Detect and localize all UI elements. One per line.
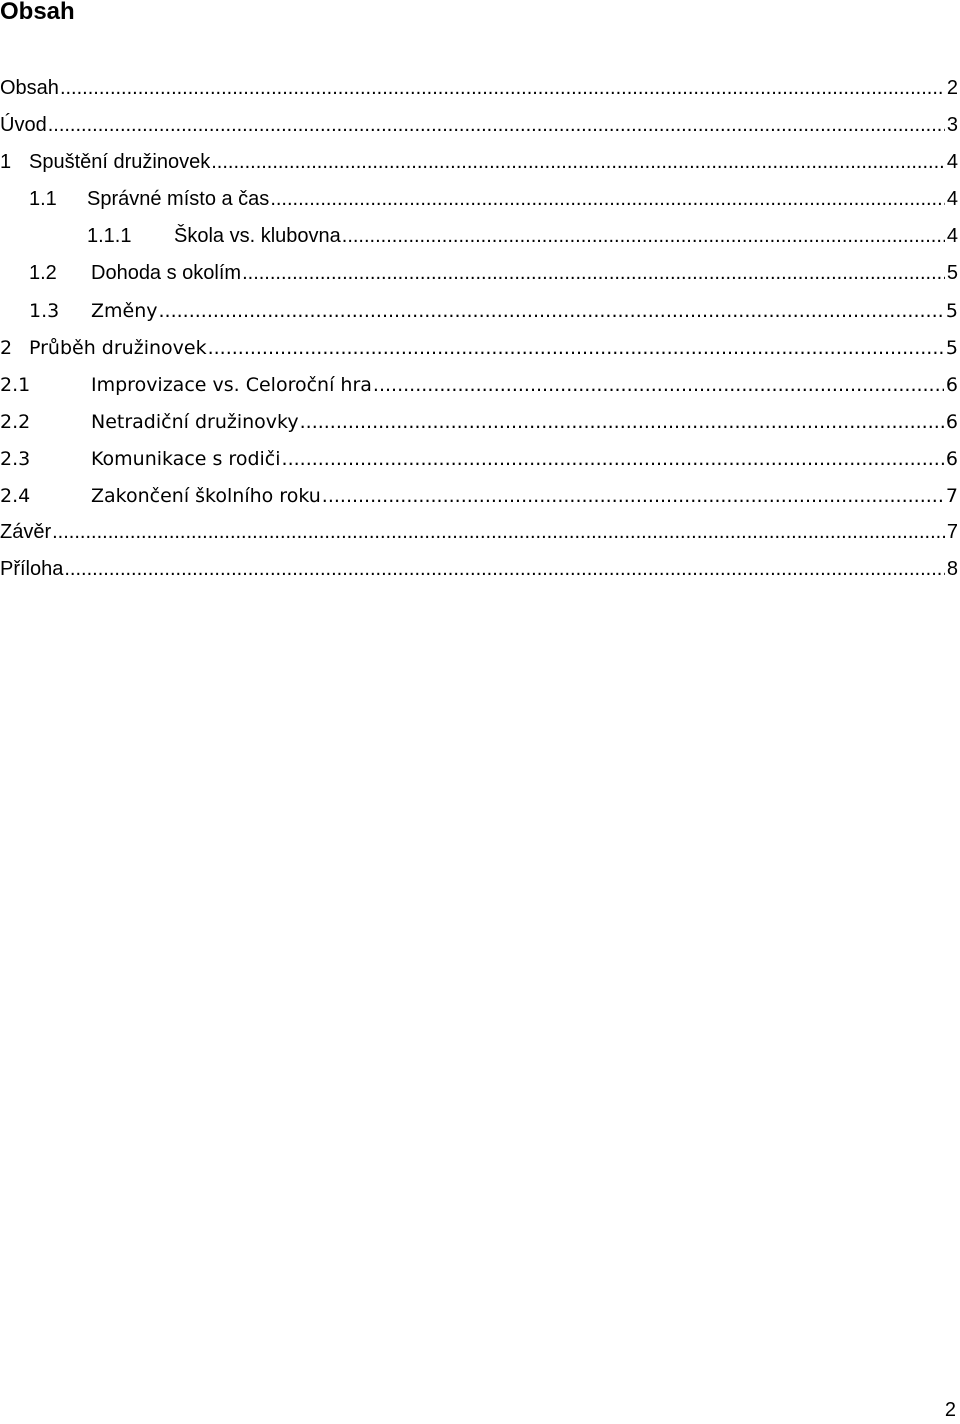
toc-entry-title: Improvizace vs. Celoroční hra: [91, 373, 372, 396]
toc-entry-title: Příloha: [0, 558, 64, 580]
toc-entry-number: 1.3: [29, 299, 60, 322]
toc-entry-number: 1.1: [29, 188, 57, 210]
toc-dot-leader: [208, 337, 944, 359]
toc-entry-page: 5: [946, 262, 958, 284]
page-title: Obsah: [0, 0, 75, 25]
toc-dot-leader: [48, 114, 945, 137]
toc-entry-number: 1: [0, 151, 12, 173]
toc-entry-title: Škola vs. klubovna: [174, 225, 341, 247]
toc-entry-page: 4: [946, 225, 958, 247]
toc-entry-number: 2.4: [0, 484, 31, 507]
toc-entry-page: 6: [945, 410, 958, 433]
toc-dot-leader: [242, 262, 945, 285]
toc-entry[interactable]: [0, 551, 958, 588]
toc-entry-page: 2: [946, 77, 958, 99]
toc-entry[interactable]: [0, 514, 958, 551]
toc-entry-page: 8: [946, 558, 958, 580]
toc-entry-number: 2.2: [0, 410, 31, 433]
toc-entry-number: 1.1.1: [87, 225, 132, 247]
toc-entry-page: 4: [946, 188, 958, 210]
toc-entry-page: 6: [945, 373, 958, 396]
toc-entry[interactable]: [0, 144, 958, 181]
toc-entry[interactable]: [0, 329, 958, 366]
toc-dot-leader: [342, 225, 945, 248]
toc-dot-leader: [211, 151, 945, 174]
toc-entry-title: Dohoda s okolím: [91, 262, 242, 284]
toc-entry-title: Úvod: [0, 114, 47, 136]
toc-dot-leader: [64, 558, 945, 581]
toc-entry[interactable]: [0, 366, 958, 403]
toc-entry-page: 5: [945, 299, 958, 322]
toc-dot-leader: [282, 448, 944, 470]
toc-entry-title: Zakončení školního roku: [91, 484, 321, 507]
toc-dot-leader: [373, 374, 944, 396]
toc-entry[interactable]: [0, 440, 958, 477]
toc-entry[interactable]: [0, 292, 958, 329]
toc-entry-title: Změny: [91, 299, 158, 322]
toc-dot-leader: [300, 411, 944, 433]
toc-entry-number: 2.1: [0, 373, 31, 396]
toc-entry-title: Závěr: [0, 521, 52, 543]
toc-entry[interactable]: [0, 70, 958, 107]
toc-entry-page: 7: [945, 484, 958, 507]
toc-entry-title: Správné místo a čas: [87, 188, 270, 210]
toc-entry-number: 2.3: [0, 447, 31, 470]
toc-entry-page: 4: [946, 151, 958, 173]
toc-dot-leader: [60, 77, 945, 100]
toc-entry-page: 3: [946, 114, 958, 136]
toc-entry-page: 6: [945, 447, 958, 470]
toc-entry-number: 2: [0, 336, 13, 359]
toc-entry-title: Průběh družinovek: [29, 336, 207, 359]
toc-entry[interactable]: [0, 107, 958, 144]
toc-dot-leader: [270, 188, 945, 211]
toc-entry-page: 5: [945, 336, 958, 359]
toc-entry-title: Obsah: [0, 77, 59, 99]
toc-entry[interactable]: [0, 403, 958, 440]
toc-entry-title: Netradiční družinovky: [91, 410, 299, 433]
toc-entry[interactable]: [0, 255, 958, 292]
toc-entry[interactable]: [0, 477, 958, 514]
table-of-contents: [0, 70, 958, 588]
toc-entry[interactable]: [0, 181, 958, 218]
toc-entry[interactable]: [0, 218, 958, 255]
toc-entry-number: 1.2: [29, 262, 57, 284]
toc-entry-title: Spuštění družinovek: [29, 151, 211, 173]
toc-dot-leader: [52, 521, 945, 544]
toc-dot-leader: [322, 485, 944, 507]
toc-entry-page: 7: [946, 521, 958, 543]
toc-dot-leader: [159, 300, 944, 322]
page-number: 2: [944, 1399, 956, 1421]
toc-entry-title: Komunikace s rodiči: [91, 447, 281, 470]
